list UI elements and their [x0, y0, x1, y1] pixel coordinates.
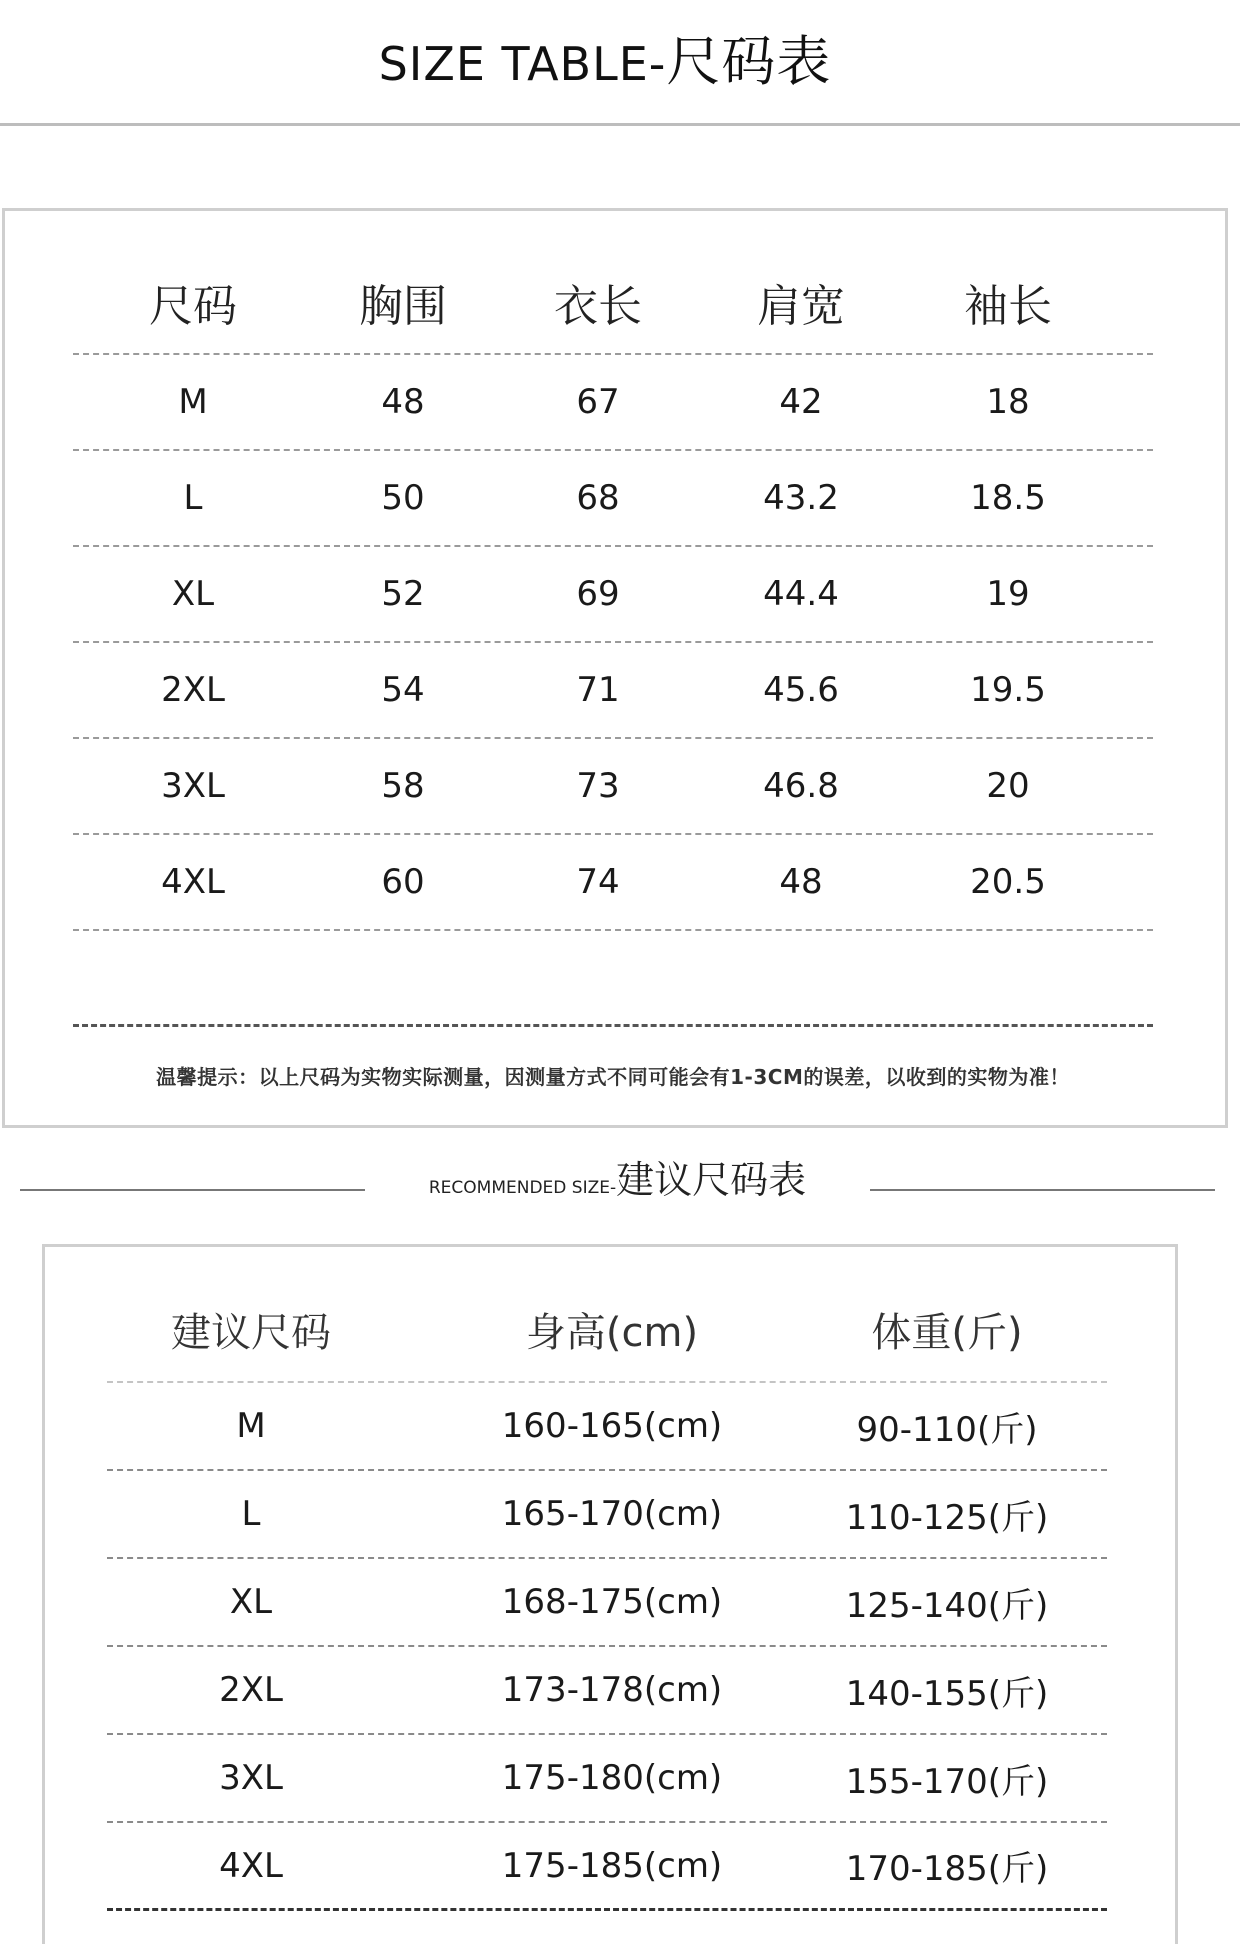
length-cell: 74 [576, 862, 620, 902]
size-header-size: 尺码 [149, 281, 237, 332]
rec-height-cell: 175-180(cm) [501, 1758, 723, 1798]
table-row [73, 835, 1153, 931]
recommended-header-row [107, 1277, 1107, 1383]
rec-weight-cell: 170-185(斤) [845, 1849, 1049, 1889]
table-row [73, 451, 1153, 547]
table-row [107, 1471, 1107, 1559]
rec-height-cell: 175-185(cm) [501, 1845, 723, 1886]
length-cell: 69 [576, 574, 620, 614]
size-cell: 4XL [161, 862, 225, 902]
table-row [107, 1383, 1107, 1471]
length-cell: 68 [576, 478, 620, 518]
recommended-header-rule-left [20, 1189, 365, 1191]
shoulder-cell: 46.8 [763, 766, 839, 806]
chest-cell: 58 [381, 766, 425, 806]
page-title [0, 22, 1210, 104]
rec-header-weight: 体重(斤) [871, 1309, 1023, 1356]
rec-weight-cell: 125-140(斤) [845, 1585, 1049, 1626]
recommended-table-frame [42, 1244, 1178, 1944]
table-row [73, 643, 1153, 739]
rec-height-cell: 168-175(cm) [501, 1582, 723, 1622]
page-title-latin: SIZE TABLE- [378, 37, 667, 91]
rec-header-height: 身高(cm) [525, 1309, 699, 1356]
length-cell: 67 [576, 382, 620, 422]
size-header-chest: 胸围 [359, 281, 447, 332]
table-row [107, 1823, 1107, 1911]
size-header-length: 衣长 [554, 281, 642, 332]
recommended-title-latin: RECOMMENDED SIZE- [428, 1178, 617, 1198]
recommended-title [365, 1150, 870, 1218]
rec-size-cell: 4XL [219, 1845, 283, 1886]
recommended-header-rule-right [870, 1189, 1215, 1191]
title-divider [0, 123, 1240, 126]
shoulder-cell: 44.4 [763, 574, 839, 614]
size-header-shoulder: 肩宽 [757, 281, 845, 332]
size-table-frame [2, 208, 1228, 1128]
size-cell: 2XL [161, 670, 225, 710]
size-cell: 3XL [161, 766, 225, 806]
sleeve-cell: 19 [986, 574, 1030, 614]
rec-size-cell: 2XL [219, 1670, 283, 1710]
sleeve-cell: 20 [986, 766, 1030, 806]
size-header-sleeve: 袖长 [964, 281, 1052, 332]
rec-size-cell: 3XL [219, 1758, 283, 1798]
rec-weight-cell: 90-110(斤) [856, 1409, 1038, 1450]
shoulder-cell: 45.6 [763, 670, 839, 710]
sleeve-cell: 19.5 [970, 670, 1046, 710]
chest-cell: 54 [381, 670, 425, 710]
recommended-title-cn: 建议尺码表 [616, 1158, 807, 1202]
table-bottom-rule [73, 931, 1153, 1027]
rec-weight-cell: 110-125(斤) [845, 1497, 1049, 1538]
shoulder-cell: 42 [779, 382, 823, 422]
table-row [73, 355, 1153, 451]
size-cell: L [183, 478, 203, 518]
sleeve-cell: 18.5 [970, 478, 1046, 518]
recommended-table [107, 1277, 1107, 1911]
recommended-header [20, 1150, 1215, 1210]
table-row [107, 1647, 1107, 1735]
table-row [73, 547, 1153, 643]
shoulder-cell: 48 [779, 862, 823, 902]
chest-cell: 50 [381, 478, 425, 518]
table-row [107, 1559, 1107, 1647]
length-cell: 71 [576, 670, 620, 710]
sleeve-cell: 20.5 [970, 862, 1046, 902]
chest-cell: 60 [381, 862, 425, 902]
rec-size-cell: M [236, 1406, 266, 1446]
chest-cell: 52 [381, 574, 425, 614]
shoulder-cell: 43.2 [763, 478, 839, 518]
rec-size-cell: XL [229, 1582, 273, 1622]
table-row [73, 739, 1153, 835]
sleeve-cell: 18 [986, 382, 1030, 422]
table-row [107, 1735, 1107, 1823]
size-cell: M [178, 382, 208, 422]
size-cell: XL [171, 574, 215, 614]
rec-height-cell: 160-165(cm) [501, 1406, 723, 1446]
length-cell: 73 [576, 766, 620, 806]
rec-weight-cell: 140-155(斤) [845, 1673, 1049, 1714]
size-table [73, 251, 1153, 1027]
rec-size-cell: L [241, 1494, 261, 1534]
rec-header-size: 建议尺码 [171, 1309, 331, 1356]
chest-cell: 48 [381, 382, 425, 422]
page-title-cn: 尺码表 [666, 30, 832, 93]
size-table-header-row [73, 251, 1153, 355]
rec-weight-cell: 155-170(斤) [845, 1761, 1049, 1802]
rec-height-cell: 165-170(cm) [501, 1494, 723, 1534]
rec-height-cell: 173-178(cm) [501, 1670, 723, 1710]
size-notice: 温馨提示：以上尺码为实物实际测量，因测量方式不同可能会有1-3CM的误差，以收到的实物为准！ [156, 1065, 1070, 1089]
